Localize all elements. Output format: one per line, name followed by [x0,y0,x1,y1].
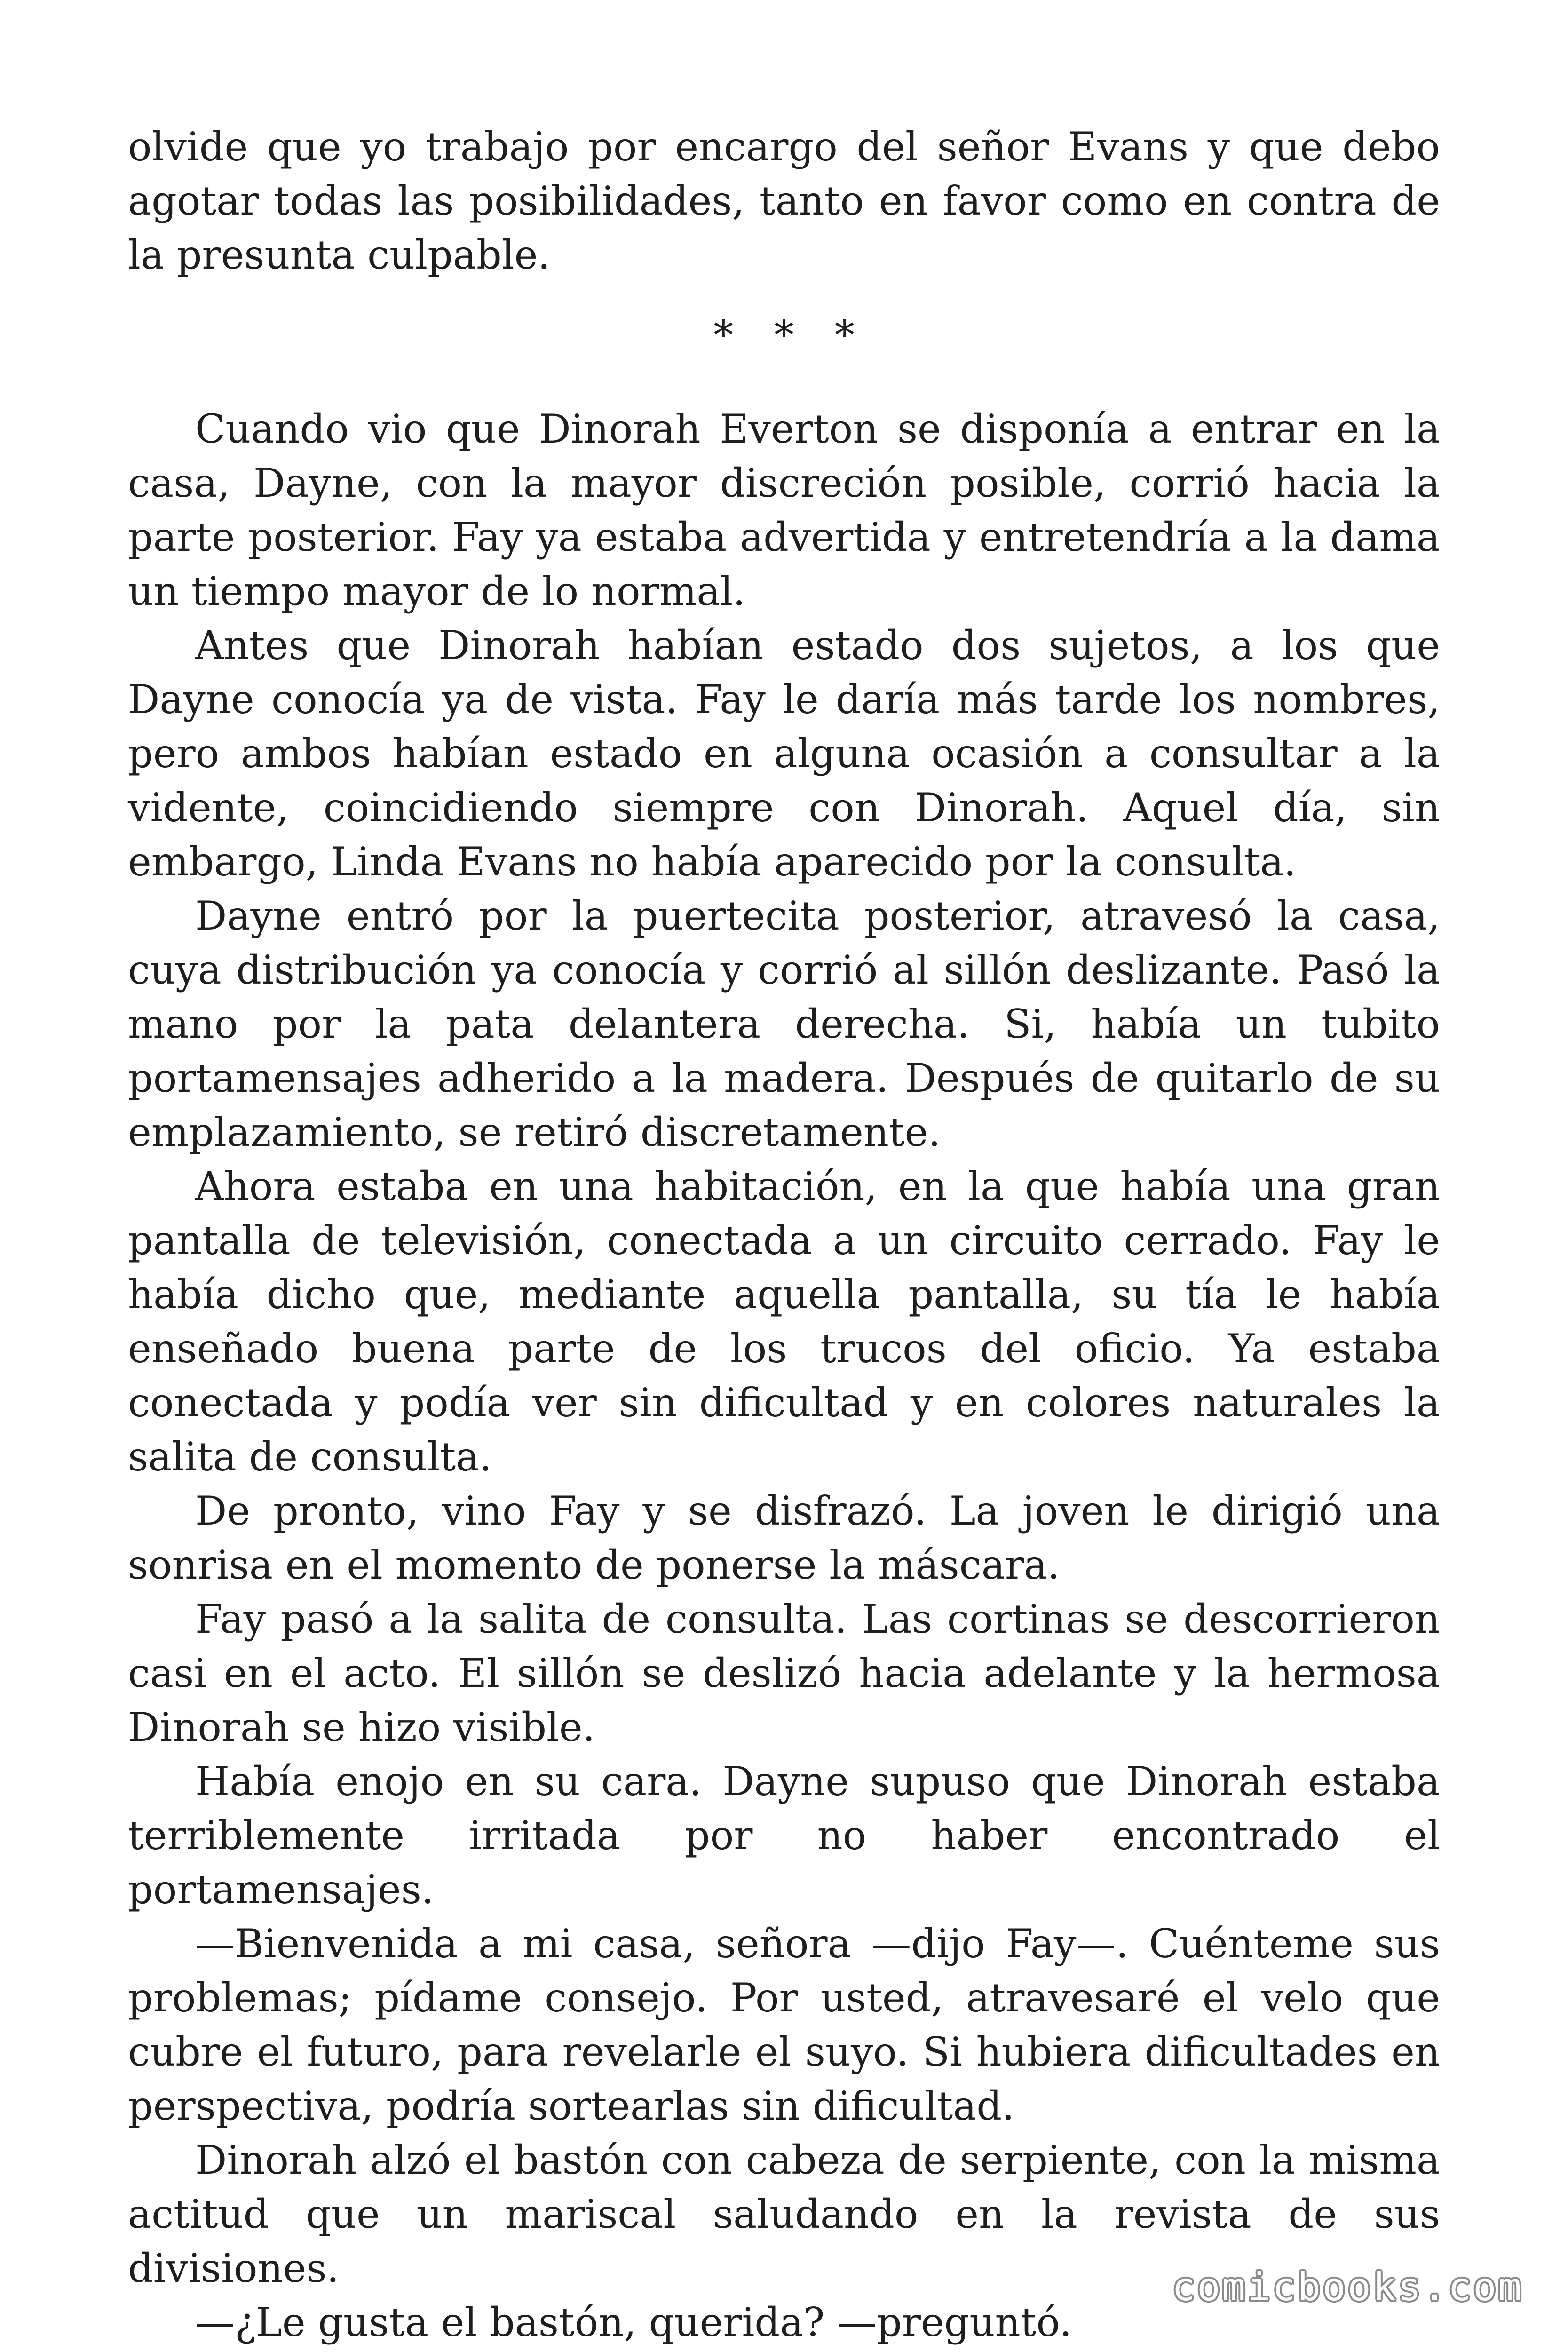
paragraph-dialogue: —¿Le gusta el bastón, querida? —preguntó. [195,2299,1072,2345]
watermark-text: comicbooks.com [1172,2265,1523,2310]
book-page [128,120,1440,2350]
paragraph-dialogue: —Bienvenida a mi casa, señora —dijo Fay—. Cuénteme sus problemas; pídame consejo. Por usted, atravesaré el velo que cubre el futuro, para revelarle el suyo. Si hubiera dificultades en perspectiva, podría sortearlas sin dificultad. [128,1921,1440,2129]
paragraph: Dayne entró por la puertecita posterior, atravesó la casa, cuya distribución ya conocía y corrió al sillón deslizante. Pasó la mano por la pata delantera derecha. Si, había un tubito portamensajes adherido a la madera. Después de quitarlo de su emplazamiento, se retiró discretamente. [128,893,1440,1155]
paragraph: De pronto, vino Fay y se disfrazó. La joven le dirigió una sonrisa en el momento de ponerse la máscara. [128,1488,1440,1588]
paragraph-continuation: olvide que yo trabajo por encargo del señor Evans y que debo agotar todas las posibilidades, tanto en favor como en contra de la presunta culpable. [128,124,1440,278]
paragraph: Ahora estaba en una habitación, en la que había una gran pantalla de televisión, conectada a un circuito cerrado. Fay le había dicho que, mediante aquella pantalla, su tía le había enseñado buena parte de los trucos del oficio. Ya estaba conectada y podía ver sin dificultad y en colores naturales la salita de consulta. [128,1163,1440,1480]
paragraph: Cuando vio que Dinorah Everton se disponía a entrar en la casa, Dayne, con la mayor discreción posible, corrió hacia la parte posterior. Fay ya estaba advertida y entretendría a la dama un tiempo mayor de lo normal. [128,406,1440,614]
scene-break: * * * [713,312,869,358]
paragraph: Había enojo en su cara. Dayne supuso que Dinorah estaba terriblemente irritada por no haber encontrado el portamensajes. [128,1758,1440,1913]
paragraph: Fay pasó a la salita de consulta. Las cortinas se descorrieron casi en el acto. El sillón se deslizó hacia adelante y la hermosa Dinorah se hizo visible. [128,1596,1440,1750]
paragraph: Dinorah alzó el bastón con cabeza de serpiente, con la misma actitud que un mariscal saludando en la revista de sus divisiones. [128,2137,1440,2291]
paragraph: Antes que Dinorah habían estado dos sujetos, a los que Dayne conocía ya de vista. Fay le daría más tarde los nombres, pero ambos habían estado en alguna ocasión a consultar a la vidente, coincidiendo siempre con Dinorah. Aquel día, sin embargo, Linda Evans no había aparecido por la consulta. [128,622,1440,885]
